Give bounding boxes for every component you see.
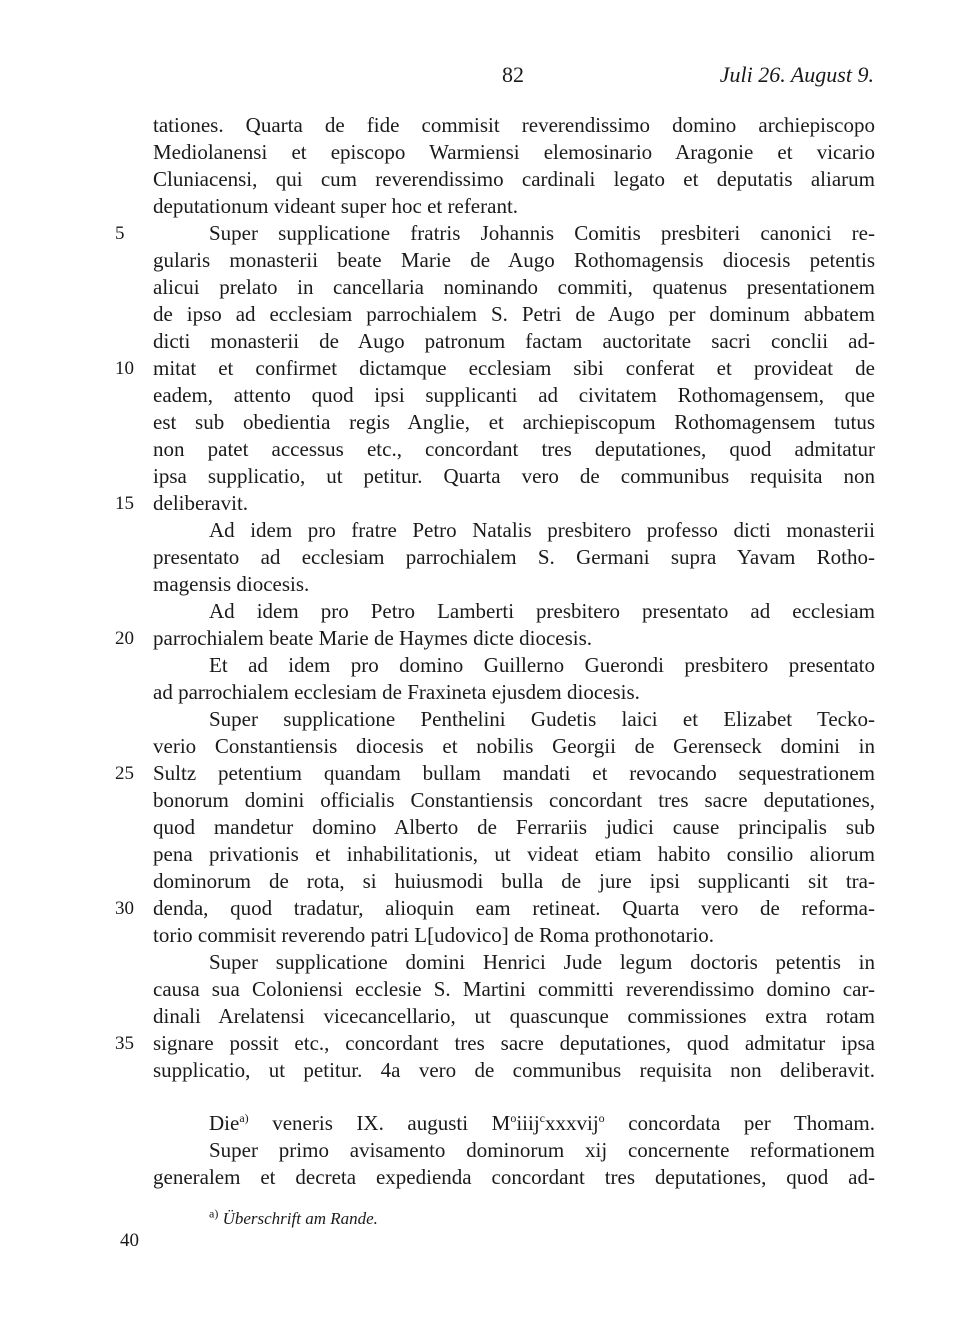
text-line bbox=[153, 598, 875, 625]
line-text: alicui prelato in cancellaria nominando commiti, quatenus presentationem bbox=[153, 275, 875, 299]
text-line bbox=[115, 895, 875, 922]
line-text: Ad idem pro fratre Petro Natalis presbitero professo dicti monasterii bbox=[209, 518, 875, 542]
line-text: est sub obedientia regis Anglie, et archiepiscopum Rothomagensem tutus bbox=[153, 410, 875, 434]
line-text: signare possit etc., concordant tres sacre deputationes, quod admitatur ipsa bbox=[153, 1031, 875, 1055]
text-line bbox=[153, 1137, 875, 1164]
line-text: dicti monasterii de Augo patronum factam auctoritate sacri conclii ad- bbox=[153, 329, 875, 353]
line-text: non patet accessus etc., concordant tres deputationes, quod admitatur bbox=[153, 437, 875, 461]
date-heading-end: concordata per Thomam. bbox=[604, 1111, 875, 1135]
text-line bbox=[153, 1003, 875, 1030]
superscript: o bbox=[510, 1111, 517, 1125]
text-line bbox=[115, 760, 875, 787]
line-number: 25 bbox=[115, 763, 134, 784]
line-text: tationes. Quarta de fide commisit reverendissimo domino archiepiscopo bbox=[153, 113, 875, 137]
text-line bbox=[115, 220, 875, 247]
text-line bbox=[153, 814, 875, 841]
body-text bbox=[115, 112, 875, 1232]
line-text: presentato ad ecclesiam parrochialem S. Germani supra Yavam Rotho- bbox=[153, 545, 875, 569]
line-number: 20 bbox=[115, 628, 134, 649]
line-text: Super supplicatione Penthelini Gudetis laici et Elizabet Tecko- bbox=[209, 707, 875, 731]
line-text: Et ad idem pro domino Guillerno Guerondi presbitero presentato bbox=[209, 653, 875, 677]
text-line bbox=[153, 328, 875, 355]
line-text: Ad idem pro Petro Lamberti presbitero presentato ad ecclesiam bbox=[209, 599, 875, 623]
text-line bbox=[153, 139, 875, 166]
line-text: verio Constantiensis diocesis et nobilis Georgii de Gerenseck domini in bbox=[153, 734, 875, 758]
running-title: Juli 26. August 9. bbox=[719, 62, 874, 87]
line-text: bonorum domini officialis Constantiensis concordant tres sacre deputationes, bbox=[153, 788, 875, 812]
text-line bbox=[153, 571, 875, 598]
text-line bbox=[153, 463, 875, 490]
superscript: o bbox=[598, 1111, 605, 1125]
line-text: deputationum videant super hoc et referant. bbox=[153, 194, 519, 218]
line-text: de ipso ad ecclesiam parrochialem S. Petri de Augo per dominum abbatem bbox=[153, 302, 875, 326]
line-text: mitat et confirmet dictamque ecclesiam sibi conferat et provideat de bbox=[153, 356, 875, 380]
line-number: 30 bbox=[115, 898, 134, 919]
date-heading-text: veneris IX. augusti M bbox=[248, 1111, 511, 1135]
text-line bbox=[153, 841, 875, 868]
footnote-mark: a) bbox=[239, 1111, 249, 1125]
date-heading-text: xxxvij bbox=[545, 1111, 599, 1135]
text-line bbox=[153, 301, 875, 328]
text-line bbox=[153, 409, 875, 436]
superscript: c bbox=[539, 1111, 545, 1125]
line-text: Sultz petentium quandam bullam mandati et revocando sequestrationem bbox=[153, 761, 875, 785]
line-number: 35 bbox=[115, 1033, 134, 1054]
footnote-mark-wrap bbox=[153, 1206, 219, 1228]
text-line bbox=[115, 1030, 875, 1057]
text-line bbox=[153, 193, 875, 220]
text-line bbox=[153, 436, 875, 463]
date-heading-line bbox=[153, 1110, 875, 1137]
text-line bbox=[153, 733, 875, 760]
line-text: causa sua Coloniensi ecclesie S. Martini committi reverendissimo domino car- bbox=[153, 977, 875, 1001]
text-line bbox=[153, 247, 875, 274]
line-text: Super supplicatione domini Henrici Jude legum doctoris petentis in bbox=[209, 950, 875, 974]
text-line bbox=[153, 517, 875, 544]
text-line bbox=[153, 922, 875, 949]
line-text: eadem, attento quod ipsi supplicanti ad civitatem Rothomagensem, que bbox=[153, 383, 875, 407]
text-line bbox=[153, 544, 875, 571]
line-text: denda, quod tradatur, alioquin eam retineat. Quarta vero de reforma- bbox=[153, 896, 875, 920]
text-line bbox=[115, 490, 875, 517]
line-text: supplicatio, ut petitur. 4a vero de communibus requisita non deliberavit. bbox=[153, 1058, 875, 1082]
footnote bbox=[153, 1205, 875, 1232]
text-line bbox=[153, 949, 875, 976]
line-number: 40 bbox=[120, 1230, 139, 1251]
footnote-gap bbox=[153, 1191, 875, 1205]
line-text: ipsa supplicatio, ut petitur. Quarta vero de communibus requisita non bbox=[153, 464, 875, 488]
line-text: Mediolanensi et episcopo Warmiensi elemosinario Aragonie et vicario bbox=[153, 140, 875, 164]
text-line bbox=[115, 355, 875, 382]
date-heading-text: iiij bbox=[516, 1111, 540, 1135]
line-number: 15 bbox=[115, 493, 134, 514]
text-line bbox=[153, 652, 875, 679]
text-line bbox=[153, 706, 875, 733]
line-text: torio commisit reverendo patri L[udovico] de Roma prothonotario. bbox=[153, 923, 715, 947]
section-gap bbox=[153, 1084, 875, 1110]
text-line bbox=[153, 679, 875, 706]
line-text: generalem et decreta expedienda concordant tres deputationes, quod ad- bbox=[153, 1165, 875, 1189]
line-text: dominorum de rota, si huiusmodi bulla de jure ipsi supplicanti sit tra- bbox=[153, 869, 875, 893]
page-number: 82 bbox=[502, 62, 524, 87]
text-line bbox=[153, 382, 875, 409]
text-line bbox=[153, 976, 875, 1003]
line-text: pena privationis et inhabilitationis, ut videat etiam habito consilio aliorum bbox=[153, 842, 875, 866]
line-text: deliberavit. bbox=[153, 491, 249, 515]
line-text: magensis diocesis. bbox=[153, 572, 310, 596]
line-text: Cluniacensi, qui cum reverendissimo cardinali legato et deputatis aliarum bbox=[153, 167, 875, 191]
line-number: 5 bbox=[115, 223, 125, 244]
page-header bbox=[0, 62, 960, 92]
line-text: ad parrochialem ecclesiam de Fraxineta ejusdem diocesis. bbox=[153, 680, 640, 704]
text-line bbox=[153, 1057, 875, 1084]
text-line bbox=[115, 625, 875, 652]
line-text: Super supplicatione fratris Johannis Comitis presbiteri canonici re- bbox=[209, 221, 875, 245]
line-text: gularis monasterii beate Marie de Augo Rothomagensis diocesis petentis bbox=[153, 248, 875, 272]
footnote-mark: a) bbox=[209, 1206, 219, 1221]
text-line bbox=[153, 1164, 875, 1191]
line-text: quod mandetur domino Alberto de Ferrariis judici cause principalis sub bbox=[153, 815, 875, 839]
text-line bbox=[153, 787, 875, 814]
line-text: dinali Arelatensi vicecancellario, ut quascunque commissiones extra rotam bbox=[153, 1004, 875, 1028]
footnote-text: Überschrift am Rande. bbox=[222, 1209, 378, 1228]
line-number: 10 bbox=[115, 358, 134, 379]
text-line bbox=[153, 274, 875, 301]
text-line bbox=[153, 868, 875, 895]
line-text: parrochialem beate Marie de Haymes dicte diocesis. bbox=[153, 626, 593, 650]
text-line bbox=[153, 112, 875, 139]
date-heading-start: Die bbox=[209, 1111, 240, 1135]
line-text: Super primo avisamento dominorum xij concernente reformationem bbox=[209, 1138, 875, 1162]
text-line bbox=[153, 166, 875, 193]
